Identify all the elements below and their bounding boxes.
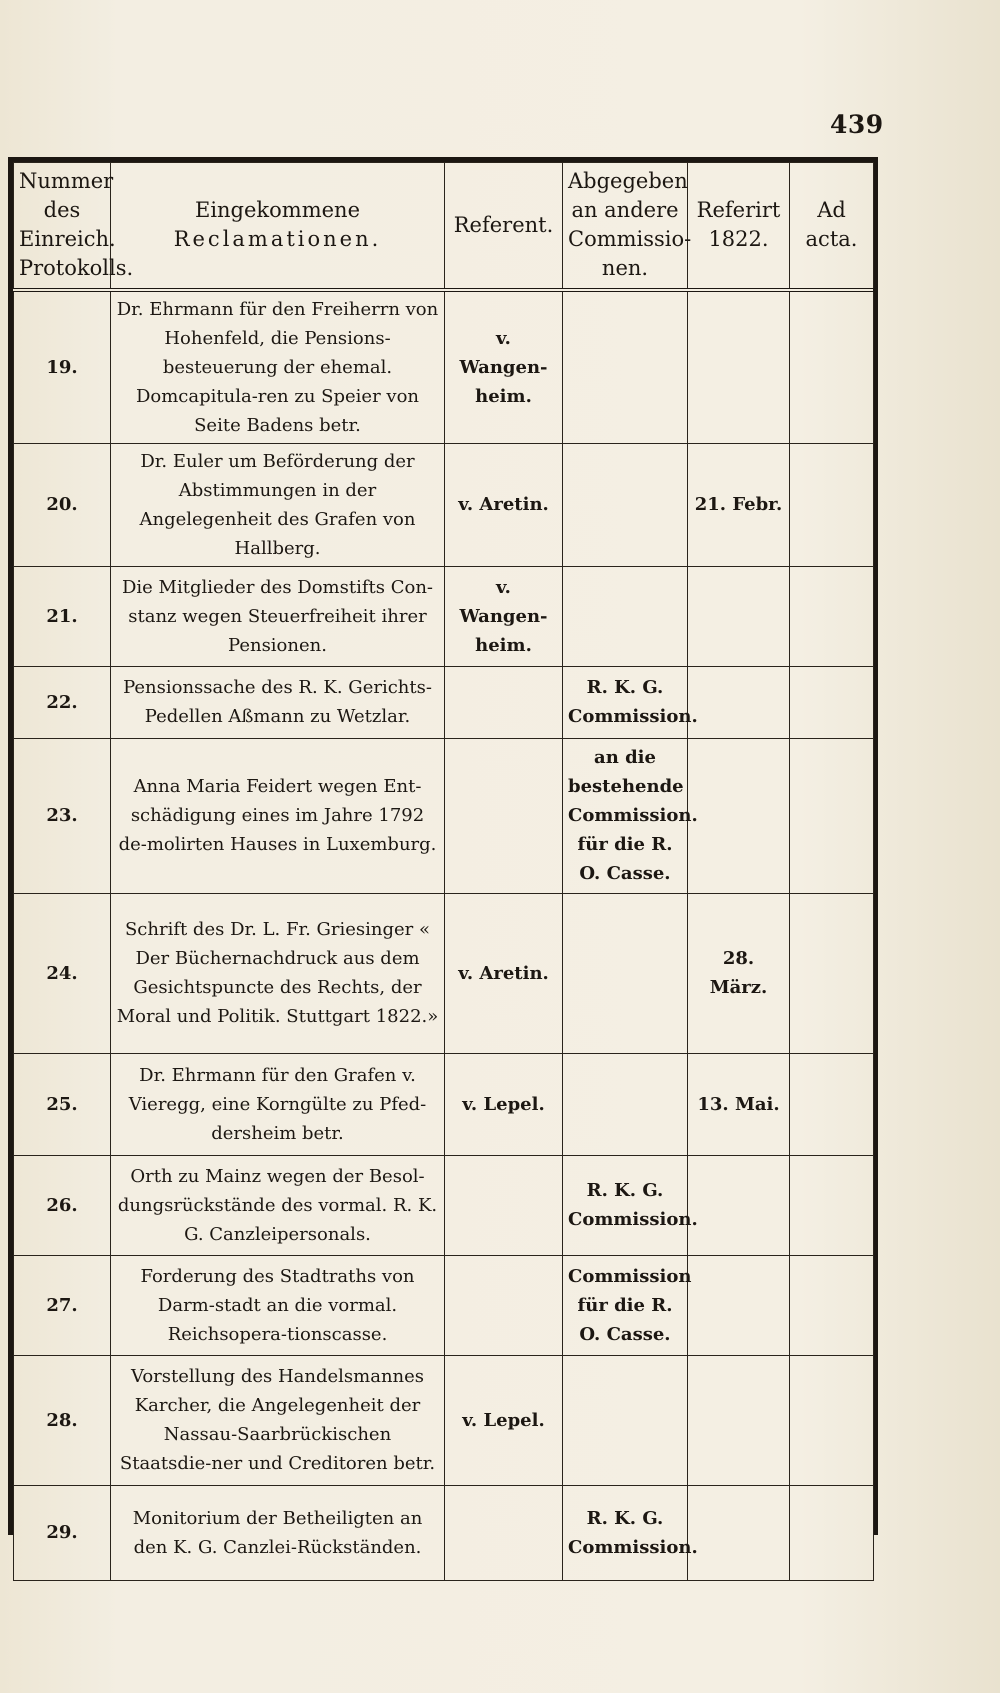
entry-number: 25.: [14, 1053, 111, 1155]
entry-referent: v. Lepel.: [445, 1053, 563, 1155]
entry-date: [688, 666, 790, 738]
entry-text: Pensionssache des R. K. Gerichts-Pedellen Aßmann zu Wetzlar.: [111, 666, 445, 738]
entry-ad-acta: [790, 1485, 874, 1580]
header-eingekommene: [111, 163, 445, 290]
entry-date: 28. März.: [688, 893, 790, 1053]
header-referirt-line: Referirt: [696, 198, 781, 223]
entry-text: Anna Maria Feidert wegen Ent-schädigung eines im Jahre 1792 de-molirten Hauses in Luxemburg.: [111, 738, 445, 893]
header-abgegeben: [563, 163, 692, 290]
header-eingekommene-line: Eingekommene: [194, 198, 361, 223]
entry-commission: R. K. G. Commission.: [563, 1485, 688, 1580]
entry-ad-acta: [790, 1053, 874, 1155]
header-referirt-year: 1822.: [708, 227, 769, 252]
entry-number: 28.: [14, 1355, 111, 1485]
header-abgegeben-line: Commissio-: [568, 227, 692, 252]
header-abgegeben-line: Abgegeben: [568, 169, 688, 194]
header-ad-acta-line: acta.: [805, 227, 858, 252]
entry-commission: Commission für die R. O. Casse.: [563, 1255, 688, 1355]
entry-text: Die Mitglieder des Domstifts Con-stanz wegen Steuerfreiheit ihrer Pensionen.: [111, 566, 445, 666]
entry-commission: R. K. G. Commission.: [563, 1155, 688, 1255]
entry-commission: [563, 443, 688, 566]
entry-number: 22.: [14, 666, 111, 738]
entry-commission: [563, 1053, 688, 1155]
entry-number: 24.: [14, 893, 111, 1053]
header-nummer-line: Nummer: [19, 169, 114, 194]
entry-commission: [563, 566, 688, 666]
entry-referent: [445, 666, 563, 738]
entry-number: 23.: [14, 738, 111, 893]
header-referent: Referent.: [445, 163, 563, 290]
entry-number: 20.: [14, 443, 111, 566]
entry-ad-acta: [790, 1355, 874, 1485]
table-row: [14, 893, 874, 1053]
entry-text: Dr. Ehrmann für den Freiherrn von Hohenfeld, die Pensions-besteuerung der ehemal. Domcapitula-ren zu Speier von Seite Badens betr.: [111, 290, 445, 444]
table-row: [14, 566, 874, 666]
entry-referent: v. Lepel.: [445, 1355, 563, 1485]
entry-number: 27.: [14, 1255, 111, 1355]
table-row: [14, 1255, 874, 1355]
header-nummer-line: des: [43, 198, 81, 223]
entry-ad-acta: [790, 1255, 874, 1355]
table-row: [14, 1155, 874, 1255]
table-row: [14, 1053, 874, 1155]
entry-referent: [445, 1255, 563, 1355]
entry-number: 29.: [14, 1485, 111, 1580]
entry-number: 26.: [14, 1155, 111, 1255]
entry-referent: [445, 738, 563, 893]
entry-date: 13. Mai.: [688, 1053, 790, 1155]
entry-text: Vorstellung des Handelsmannes Karcher, die Angelegenheit der Nassau-Saarbrückischen Staatsdie-ner und Creditoren betr.: [111, 1355, 445, 1485]
table-row: [14, 738, 874, 893]
table-row: [14, 666, 874, 738]
entry-commission: [563, 290, 688, 444]
entry-commission: [563, 1355, 688, 1485]
table-row: [14, 1485, 874, 1580]
page-number: 439: [830, 110, 884, 139]
table-row: [14, 290, 874, 444]
entry-date: [688, 1355, 790, 1485]
entry-referent: v. Aretin.: [445, 893, 563, 1053]
entry-referent: v. Wangen-heim.: [445, 290, 563, 444]
entry-date: [688, 566, 790, 666]
reclamations-table: [13, 162, 874, 1581]
header-abgegeben-line: an andere: [571, 198, 679, 223]
header-nummer-line: Protokolls.: [19, 256, 134, 281]
entry-referent: v. Wangen-heim.: [445, 566, 563, 666]
entry-text: Dr. Ehrmann für den Grafen v. Vieregg, eine Korngülte zu Pfed-dersheim betr.: [111, 1053, 445, 1155]
header-eingekommene-line: Reclamationen.: [173, 227, 382, 252]
entry-date: 21. Febr.: [688, 443, 790, 566]
entry-date: [688, 1255, 790, 1355]
entry-referent: [445, 1155, 563, 1255]
entry-date: [688, 1155, 790, 1255]
entry-ad-acta: [790, 893, 874, 1053]
table-row: [14, 1355, 874, 1485]
entry-ad-acta: [790, 738, 874, 893]
entry-referent: v. Aretin.: [445, 443, 563, 566]
entry-referent: [445, 1485, 563, 1580]
entry-ad-acta: [790, 290, 874, 444]
entry-date: [688, 1485, 790, 1580]
entry-ad-acta: [790, 1155, 874, 1255]
header-abgegeben-line: nen.: [601, 256, 649, 281]
entry-text: Orth zu Mainz wegen der Besol-dungsrückstände des vormal. R. K. G. Canzleipersonals.: [111, 1155, 445, 1255]
entry-text: Monitorium der Betheiligten an den K. G. Canzlei-Rückständen.: [111, 1485, 445, 1580]
entry-date: [688, 290, 790, 444]
entry-ad-acta: [790, 566, 874, 666]
entry-text: Forderung des Stadtraths von Darm-stadt an die vormal. Reichsopera-tionscasse.: [111, 1255, 445, 1355]
header-referirt: [688, 163, 790, 290]
header-ad-acta-line: Ad: [817, 198, 846, 223]
table-row: [14, 443, 874, 566]
entry-text: Schrift des Dr. L. Fr. Griesinger « Der Büchernachdruck aus dem Gesichtspuncte des Rechts, der Moral und Politik. Stuttgart 1822.»: [111, 893, 445, 1053]
entry-number: 21.: [14, 566, 111, 666]
entry-number: 19.: [14, 290, 111, 444]
header-row: [14, 163, 874, 290]
header-nummer-line: Einreich.: [19, 227, 116, 252]
header-nummer: [14, 163, 134, 290]
entry-commission: an die bestehende Commission. für die R. O. Casse.: [563, 738, 688, 893]
entry-date: [688, 738, 790, 893]
entry-commission: R. K. G. Commission.: [563, 666, 688, 738]
entry-ad-acta: [790, 666, 874, 738]
entry-ad-acta: [790, 443, 874, 566]
entry-commission: [563, 893, 688, 1053]
header-ad-acta: [790, 163, 874, 290]
entry-text: Dr. Euler um Beförderung der Abstimmungen in der Angelegenheit des Grafen von Hallberg.: [111, 443, 445, 566]
